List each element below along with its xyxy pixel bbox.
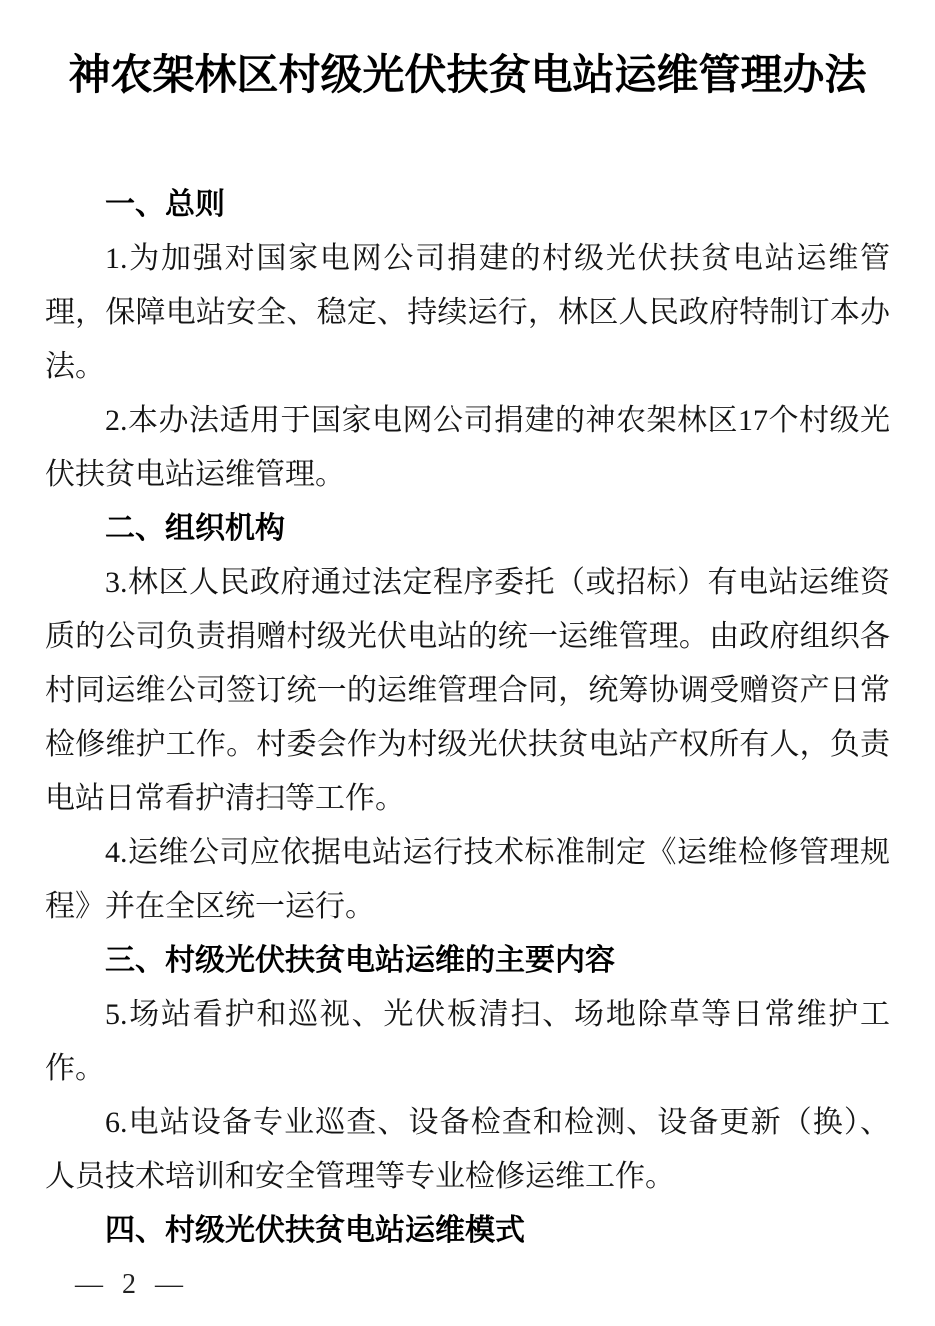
section-heading-general: 一、总则 [105,188,225,221]
page-number: — 2 — [75,1269,189,1300]
paragraph-item-5: 5.场站看护和巡视、光伏板清扫、场地除草等日常维护工作。 [45,998,890,1085]
paragraph-item-2: 2.本办法适用于国家电网公司捐建的神农架林区17个村级光伏扶贫电站运维管理。 [45,404,890,491]
paragraph-item-6: 6.电站设备专业巡查、设备检查和检测、设备更新（换）、人员技术培训和安全管理等专业检修运维工作。 [45,1106,890,1193]
paragraph-item-3: 3.林区人民政府通过法定程序委托（或招标）有电站运维资质的公司负责捐赠村级光伏电站的统一运维管理。由政府组织各村同运维公司签订统一的运维管理合同，统筹协调受赠资产日常检修维护工作。村委会作为村级光伏扶贫电站产权所有人，负责电站日常看护清扫等工作。 [45,566,890,815]
paragraph-item-4: 4.运维公司应依据电站运行技术标准制定《运维检修管理规程》并在全区统一运行。 [45,836,890,923]
page-footer [75,1268,189,1302]
section-heading-operation-mode: 四、村级光伏扶贫电站运维模式 [105,1214,525,1247]
document-body [45,178,890,1258]
section-heading-organization: 二、组织机构 [105,512,285,545]
paragraph-item-1: 1.为加强对国家电网公司捐建的村级光伏扶贫电站运维管理，保障电站安全、稳定、持续运行，林区人民政府特制订本办法。 [45,242,890,383]
section-heading-main-content: 三、村级光伏扶贫电站运维的主要内容 [105,944,615,977]
document-title: 神农架林区村级光伏扶贫电站运维管理办法 [68,53,867,99]
